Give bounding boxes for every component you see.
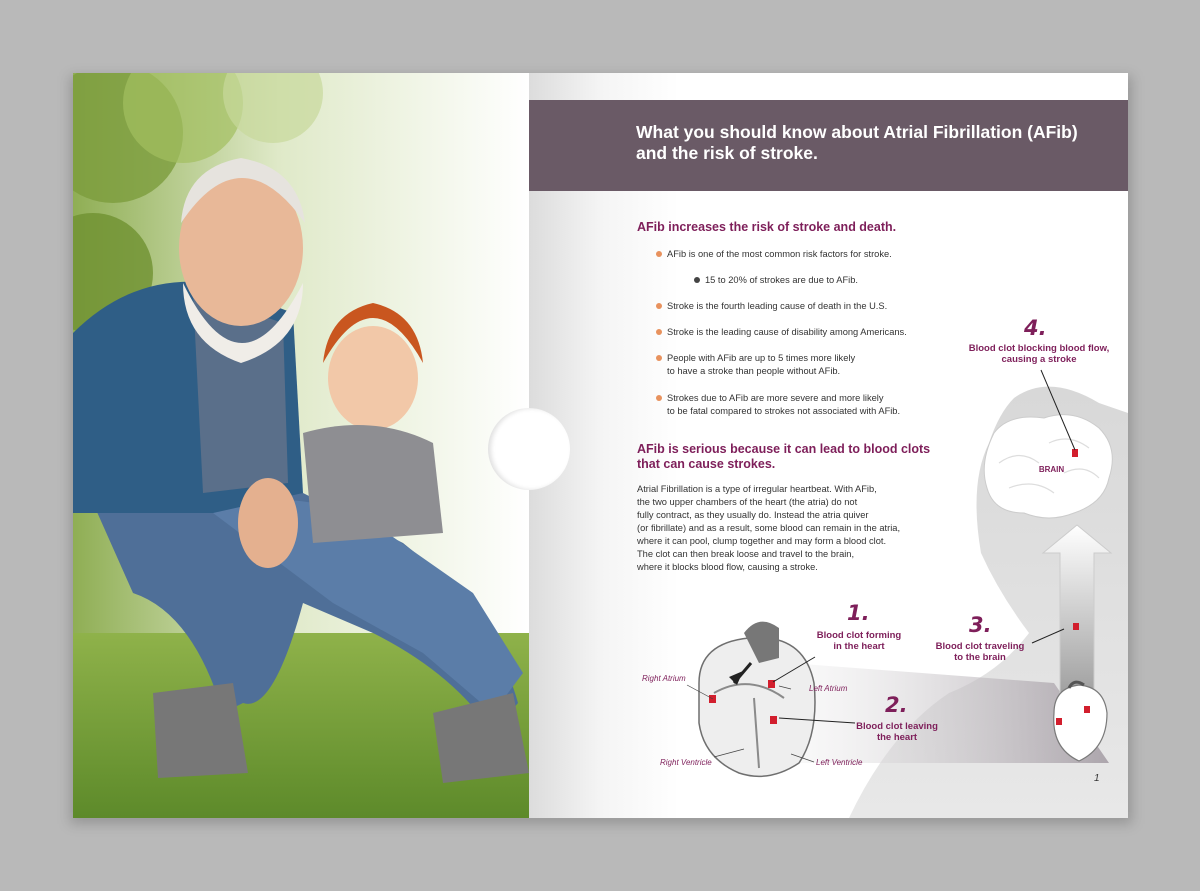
step-4-caption: Blood clot blocking blood flow, causing a stroke [968, 343, 1110, 365]
right-atrium-label: Right Atrium [642, 674, 686, 683]
bullet-dot-icon [656, 329, 662, 335]
big-heart [699, 622, 815, 777]
brain-clot [1072, 449, 1078, 457]
brain-label: BRAIN [1038, 465, 1065, 474]
content-page [529, 73, 1128, 818]
title-line-2: and the risk of stroke. [636, 143, 818, 163]
sub-bullet-dot-icon [694, 277, 700, 283]
right-ventricle-label: Right Ventricle [660, 758, 712, 767]
photo-page [73, 73, 529, 818]
step-3-caption: Blood clot traveling to the brain [935, 641, 1025, 663]
section1-heading: AFib increases the risk of stroke and death. [637, 220, 897, 234]
bullet-dot-icon [656, 355, 662, 361]
bullet-item: AFib is one of the most common risk factors for stroke. [667, 248, 892, 261]
bullet-item: Strokes due to AFib are more severe and more likely to be fatal compared to strokes not associated with AFib. [667, 392, 900, 418]
title-line-1: What you should know about Atrial Fibrillation (AFib) [636, 122, 1078, 142]
bullet-dot-icon [656, 251, 662, 257]
step-4-number: 4. [1024, 316, 1047, 340]
bullet-item: People with AFib are up to 5 times more likely to have a stroke than people without AFib. [667, 352, 855, 378]
step-1-caption: Blood clot forming in the heart [816, 630, 902, 652]
step-3-number: 3. [969, 613, 992, 637]
die-cut-tab [488, 408, 570, 490]
bullet-item: Stroke is the leading cause of disability among Americans. [667, 326, 907, 339]
left-atrium-label: Left Atrium [809, 684, 848, 693]
page-title [636, 122, 1106, 164]
left-ventricle-label: Left Ventricle [816, 758, 863, 767]
sub-bullet-item: 15 to 20% of strokes are due to AFib. [705, 274, 858, 287]
step-1-number: 1. [847, 601, 870, 625]
arrow-clot [1073, 623, 1079, 630]
bullet-item: Stroke is the fourth leading cause of death in the U.S. [667, 300, 887, 313]
grandfather-grandson-photo [73, 73, 529, 818]
bullet-dot-icon [656, 303, 662, 309]
bullet-dot-icon [656, 395, 662, 401]
section2-body: Atrial Fibrillation is a type of irregular heartbeat. With AFib, the two upper chambers of the heart (the atria) do not fully contract, as they usually do. Instead the atria quiver (or fibrillate) and as a result, some blood can remain in the atria, where it can pool, clump together and may form a blood clot. The clot can then break loose and travel to the brain, where it blocks blood flow, causing a stroke. [637, 484, 901, 572]
step-2-caption: Blood clot leaving the heart [856, 721, 938, 743]
section2-heading: AFib is serious because it can lead to blood clots that can cause strokes. [637, 442, 931, 471]
step-2-number: 2. [885, 693, 908, 717]
page-number: 1 [1094, 773, 1100, 784]
